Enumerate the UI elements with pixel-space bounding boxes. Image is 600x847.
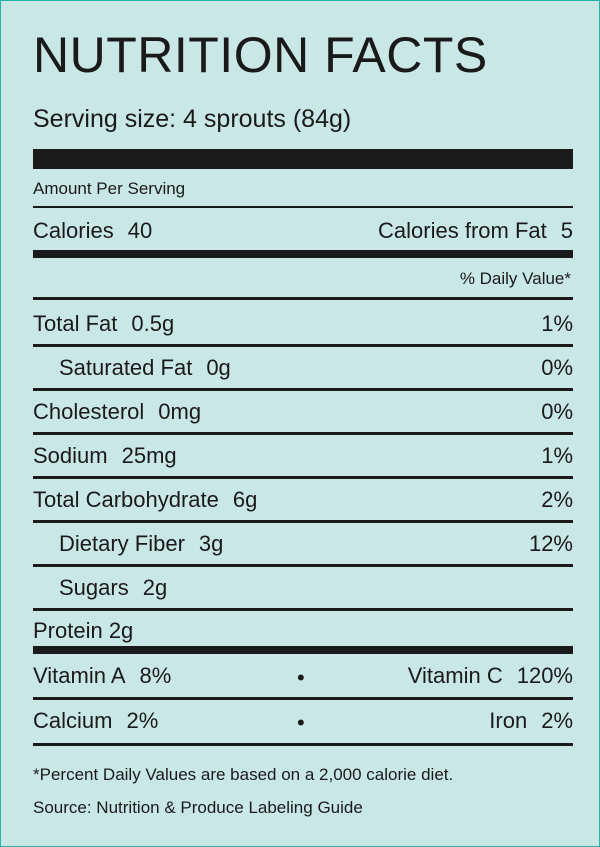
bullet-separator: • [297, 710, 305, 735]
divider [33, 608, 573, 611]
daily-value: 2% [541, 487, 573, 512]
divider [33, 564, 573, 567]
nutrient-row-saturated-fat: Saturated Fat 0g 0% [59, 355, 573, 380]
daily-value: 1% [541, 443, 573, 468]
mineral-row: Calcium 2% Iron 2% [33, 708, 573, 733]
divider [33, 388, 573, 391]
divider [33, 697, 573, 700]
divider [33, 743, 573, 746]
medium-divider [33, 646, 573, 654]
daily-value-header: % Daily Value* [459, 269, 571, 288]
medium-divider [33, 250, 573, 258]
nutrient-row-cholesterol: Cholesterol 0mg 0% [33, 399, 573, 424]
nutrient-row-sugars: Sugars 2g [59, 575, 168, 600]
footnote: *Percent Daily Values are based on a 2,000 calorie diet. [33, 765, 454, 784]
calories-from-fat: Calories from Fat 5 [378, 218, 573, 243]
nutrient-row-sodium: Sodium 25mg 1% [33, 443, 573, 468]
daily-value: 0% [541, 399, 573, 424]
amount-per-serving: Amount Per Serving [33, 179, 186, 198]
nutrient-row-total-fat: Total Fat 0.5g 1% [33, 311, 573, 336]
serving-size: Serving size: 4 sprouts (84g) [33, 105, 352, 133]
thick-divider [33, 149, 573, 169]
calories-label: Calories 40 [33, 218, 153, 243]
divider [33, 297, 573, 300]
source-note: Source: Nutrition & Produce Labeling Guide [33, 798, 363, 817]
nutrient-row-protein: Protein 2g [33, 618, 134, 643]
daily-value: 1% [541, 311, 573, 336]
divider [33, 206, 573, 208]
divider [33, 344, 573, 347]
nutrient-row-total-carbohydrate: Total Carbohydrate 6g 2% [33, 487, 573, 512]
divider [33, 520, 573, 523]
bullet-separator: • [297, 665, 305, 690]
divider [33, 432, 573, 435]
daily-value: 12% [528, 531, 573, 556]
calories-row [33, 213, 573, 249]
daily-value: 0% [541, 355, 573, 380]
nutrient-row-dietary-fiber: Dietary Fiber 3g 12% [59, 531, 573, 556]
vitamin-row: Vitamin A 8% Vitamin C 120% [33, 663, 573, 688]
divider [33, 476, 573, 479]
label-title: NUTRITION FACTS [33, 27, 488, 83]
